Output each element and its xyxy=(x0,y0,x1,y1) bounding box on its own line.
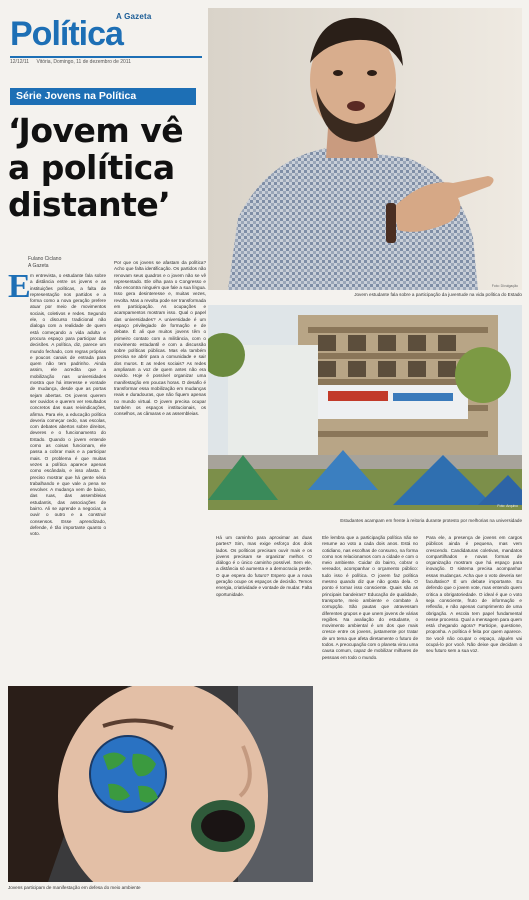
article-column-3 xyxy=(216,535,312,680)
issue-date: Vitória, Domingo, 11 de dezembro de 2011 xyxy=(36,59,131,65)
portrait-illustration xyxy=(208,8,522,290)
face-illustration xyxy=(8,686,313,882)
campus-illustration xyxy=(208,305,522,510)
article-column-5 xyxy=(426,535,522,890)
article-column-2 xyxy=(114,260,206,676)
byline xyxy=(28,256,88,270)
dropcap: E xyxy=(8,268,31,305)
photo-credit: Foto: Divulgação xyxy=(491,284,518,288)
article-column-4 xyxy=(322,535,418,890)
article-column-1 xyxy=(30,273,106,676)
column-text: Por que os jovens se afastam da política? Acho que falta identificação. Os partidos não renovam seus quadros e o jovem não se vê representado. Ele olha para o Congresso e não encontra ninguém que fale a sua língua. Isso gera desinteresse e, muitas vezes, revolta. Mas a revolta pode ser transformada em participação. As ocupações e acampamentos mostram isso. Qual o papel das universidades? A universidade é um espaço privilegiado de formação e de debate. É ali que muitos jovens têm o primeiro contato com a militância, com o movimento estudantil e com a discussão sobre políticas públicas. Mas ela também precisa se abrir para a comunidade e sair dos muros. E as redes sociais? As redes ampliaram a voz de quem antes não era ouvido. Hoje é possível organizar uma manifestação em poucas horas. O desafio é transformar essa mobilização em mudanças reais e duradouras, que não fiquem apenas no mundo virtual. O jovem precisa ocupar também os espaços institucionais, os conselhos, as câmaras e as assembleias. xyxy=(114,260,206,417)
column-text: Para ele, a presença de jovens em cargos públicos ainda é pequena, mas vem crescendo. Candidaturas coletivas, mandatos compartilhados e novas formas de organização mostram que há espaço para inovação. O sistema precisa acompanhar essas mudanças. Acha que o voto deveria ser facultativo? É um debate importante. Eu defendo que o jovem vote, mas entendo quem critica a obrigatoriedade. O ideal é que o voto seja consciente, fruto de informação e reflexão, e não apenas cumprimento de uma obrigação. A escola tem papel fundamental nesse processo. Qual a mensagem para quem está chegando agora? Participe, questione, proponha. A política é feita por quem aparece. Se você não ocupar o espaço, alguém vai ocupá-lo por você. Não deixe que decidam o seu futuro sem a sua voz. xyxy=(426,535,522,654)
column-text: m entrevista, o estudante fala sobre a distância entre os jovens e as instituições políticas, a falta de representação nos partidos e a forma como a nova geração prefere atuar por meio de movimentos sociais, coletivos e redes. Segundo ele, o discurso tradicional não dialoga com a realidade de quem está começando a vida adulta e procura espaço para participar das decisões. A política, diz, parece um mundo fechado, com regras próprias e poucos canais de entrada para quem não tem padrinho. Ainda assim, ele acredita que a mobilização nas universidades mostra que há interesse e vontade de mudança, desde que as portas sejam abertas. Os jovens querem ser ouvidos e querem ver resultados concretos das suas reivindicações, afirma. Para ele, a educação política deveria começar cedo, nas escolas, com debates abertos sobre direitos, deveres e o funcionamento do Estado. Quando o jovem entende como as coisas funcionam, ele passa a cobrar mais e a participar mais. O problema é que muitas vezes a política aparece apenas como escândalo, e isso afasta. É preciso mostrar que há gente séria trabalhando e que vale a pena se envolver. A mudança vem de baixo, das ruas, das assembleias estudantis, das associações de bairro. Ali se aprende a negociar, a ouvir o outro e a construir consensos. Esse aprendizado, defende, é tão importante quanto o voto. xyxy=(30,273,106,537)
section-title: Política xyxy=(10,15,123,53)
byline-outlet: A Gazeta xyxy=(28,263,49,269)
column-text: Ele lembra que a participação política não se resume ao voto a cada dois anos. Está no cotidiano, nas escolhas de consumo, na forma como nos relacionamos com a cidade e com o meio ambiente. Cuidar do bairro, cobrar o vereador, acompanhar o orçamento público: tudo isso é política. O jovem faz política mesmo quando diz que não gosta dela. O ponto é tornar isso consciente. Quais são as principais bandeiras? Educação de qualidade, transporte, meio ambiente e combate à corrupção. São pautas que atravessam diferentes grupos e que unem jovens de várias regiões. Na avaliação do estudante, o movimento ambiental é um dos que mais cresce entre os jovens, justamente por tratar de um tema que afeta diretamente o futuro de todos. A preocupação com o planeta virou uma causa comum, capaz de mobilizar milhares de pessoas em todo o mundo. xyxy=(322,535,418,660)
campus-caption: Estudantes acampam em frente à reitoria durante protesto por melhorias na universidade xyxy=(340,518,522,523)
face-photo xyxy=(8,686,313,882)
column-text: Há um caminho para aproximar as duas partes? Sim, mas exige esforço dos dois lados. Os políticos precisam ouvir mais e os jovens precisam se organizar melhor. O diálogo é o único caminho possível. Sem ele, a distância só aumenta e a democracia perde. O que espera do futuro? Espero que a nova geração ocupe os espaços de decisão. Temos energia, criatividade e vontade de mudar. Falta oportunidade. xyxy=(216,535,312,597)
campus-photo xyxy=(208,305,522,510)
headline: ‘Jovem vê a política distante’ xyxy=(8,111,184,224)
series-tag: Série Jovens na Política xyxy=(10,88,196,105)
newspaper-brand: A Gazeta xyxy=(116,12,152,21)
face-caption: Jovens participam de manifestação em defesa do meio ambiente xyxy=(8,885,141,890)
photo-credit: Foto: Arquivo xyxy=(497,504,518,508)
masthead xyxy=(6,4,202,74)
portrait-caption: Jovem estudante fala sobre a participação da juventude na vida política do Estado xyxy=(354,292,522,297)
byline-author: Fulano Ciclano xyxy=(28,256,62,262)
page-code: 12/12/11 xyxy=(10,59,30,65)
portrait-photo xyxy=(208,8,522,290)
dateline xyxy=(10,56,202,69)
